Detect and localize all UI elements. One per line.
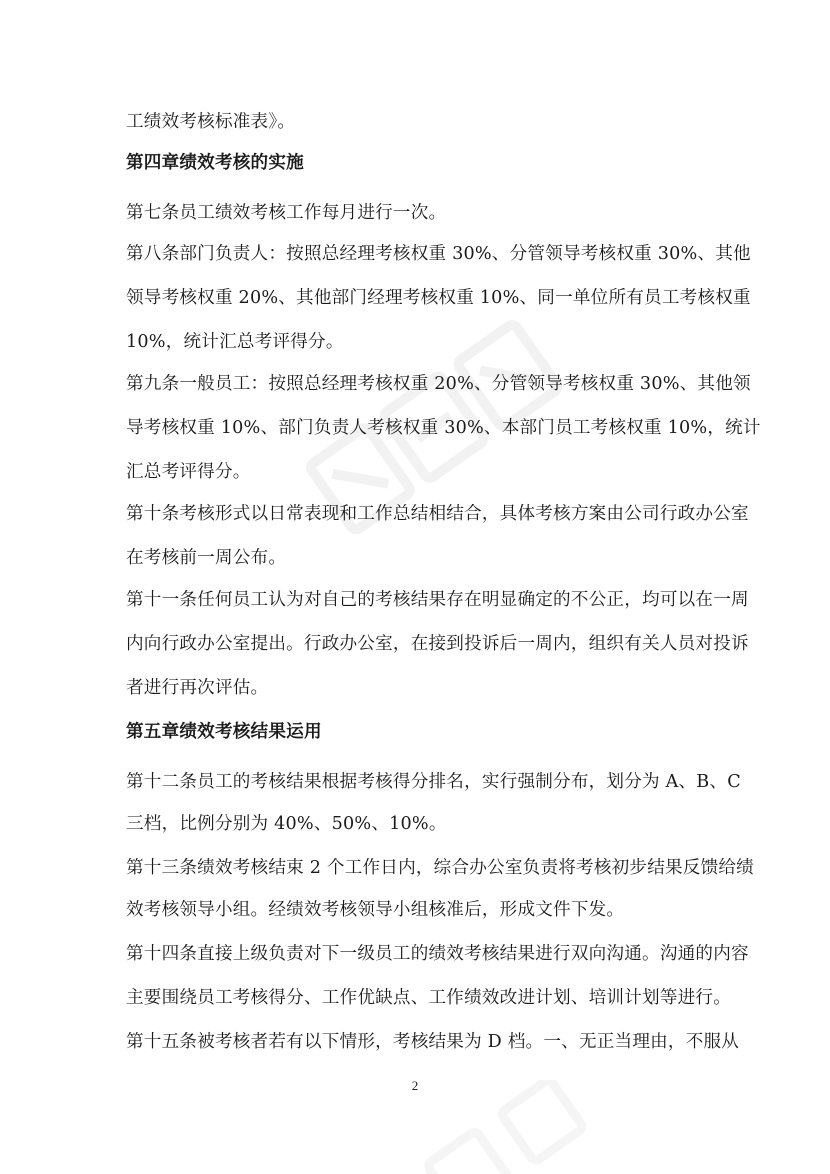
text-line: 第九条一般员工：按照总经理考核权重 20%、分管领导考核权重 30%、其他领 [126,374,751,394]
text-line: 领导考核权重 20%、其他部门经理考核权重 10%、同一单位所有员工考核权重 [126,288,751,308]
text-line: 第十四条直接上级负责对下一级员工的绩效考核结果进行双向沟通。沟通的内容 [126,944,749,964]
text-line: 第八条部门负责人：按照总经理考核权重 30%、分管领导考核权重 30%、其他 [126,244,751,264]
watermark-bottom [360,1080,660,1174]
text-line: 效考核领导小组。经绩效考核领导小组核准后，形成文件下发。 [126,900,625,920]
text-line: 工绩效考核标准表》。 [126,112,296,132]
text-line: 第七条员工绩效考核工作每月进行一次。 [126,203,447,223]
text-line: 三档，比例分别为 40%、50%、10%。 [126,814,447,834]
text-line: 第十二条员工的考核结果根据考核得分排名，实行强制分布，划分为 A、B、C [126,772,741,792]
text-line: 主要围绕员工考核得分、工作优缺点、工作绩效改进计划、培训计划等进行。 [126,988,731,1008]
chapter-heading: 第五章绩效考核结果运用 [126,721,322,742]
text-line: 在考核前一周公布。 [126,548,287,568]
text-line: 第十一条任何员工认为对自己的考核结果存在明显确定的不公正，均可以在一周 [126,590,749,610]
text-line: 第十五条被考核者若有以下情形，考核结果为 D 档。一、无正当理由，不服从 [126,1032,740,1052]
text-line: 者进行再次评估。 [126,678,269,698]
text-line: 第十三条绩效考核结束 2 个工作日内，综合办公室负责将考核初步结果反馈给绩 [126,858,754,878]
text-line: 汇总考评得分。 [126,462,251,482]
text-line: 10%，统计汇总考评得分。 [126,332,344,352]
chapter-heading: 第四章绩效考核的实施 [126,152,304,173]
text-line: 第十条考核形式以日常表现和工作总结相结合，具体考核方案由公司行政办公室 [126,504,749,524]
page-number: 2 [411,1078,419,1093]
text-line: 内向行政办公室提出。行政办公室，在接到投诉后一周内，组织有关人员对投诉 [126,634,749,654]
text-line: 导考核权重 10%、部门负责人考核权重 30%、本部门员工考核权重 10%，统计 [126,418,761,438]
